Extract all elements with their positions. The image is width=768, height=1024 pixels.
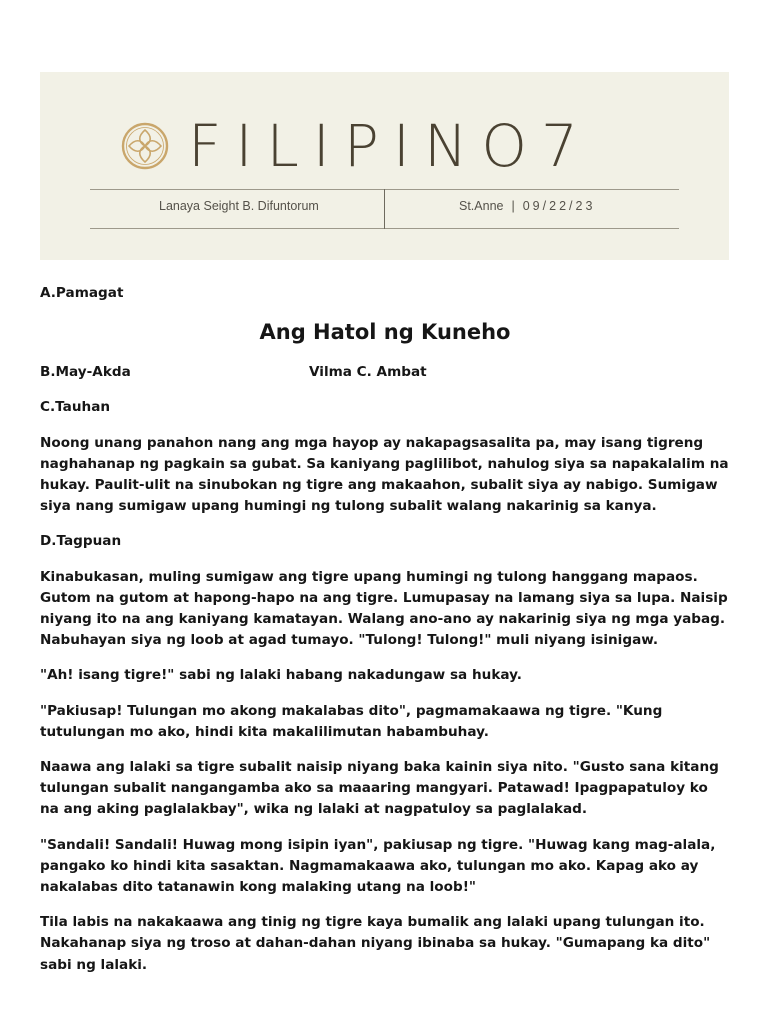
tauhan-label: C.Tauhan	[40, 399, 111, 416]
meta-separator: |	[511, 199, 515, 213]
paragraph: "Sandali! Sandali! Huwag mong isipin iyan", pakiusap ng tigre. "Huwag kang mag-alala, pangako ko hindi kita sasaktan. Nagmamakaawa ako, tulungan mo ako. Kapag ako ay nakalabas dito tatanawin kong malaking utang na loob!"	[40, 836, 716, 896]
paragraph: "Pakiusap! Tulungan mo akong makalabas dito", pagmamakaawa ng tigre. "Kung tutulungan mo ako, hindi kita makalilimutan habambuhay.	[40, 702, 663, 740]
header-divider	[384, 189, 385, 229]
paragraph: Noong unang panahon nang ang mga hayop ay nakapagsasalita pa, may isang tigreng naghahanap ng pagkain sa gubat. Sa kaniyang paglilibot, nahulog siya sa napakalalim na hukay. Paulit-ulit na sinubokan ng tigre ang makaahon, subalit siya ay nabigo. Sumigaw siya nang sumigaw upang humingi ng tulong subalit walang nakarinig sa kanya.	[40, 434, 729, 515]
paragraph: Tila labis na nakakaawa ang tinig ng tigre kaya bumalik ang lalaki upang tulungan ito. Nakahanap siya ng troso at dahan-dahan niyang ibinaba sa hukay. "Gumapang ka dito" sabi ng lalaki.	[40, 914, 711, 973]
section-date	[459, 199, 595, 213]
paragraph: Naawa ang lalaki sa tigre subalit naisip niyang baka kainin siya nito. "Gusto sana kitang tulungan subalit nangangamba ako sa maaaring mangyari. Patawad! Ipagpapatuloy ko na ang aking paglalakbay", wika ng lalaki at nagpatuloy sa paglalakad.	[40, 759, 719, 818]
paragraph: "Ah! isang tigre!" sabi ng lalaki habang nakadungaw sa hukay.	[40, 667, 522, 684]
may-akda-row	[40, 362, 730, 383]
flower-ring-logo	[118, 122, 172, 170]
section-name: St.Anne	[459, 199, 504, 213]
may-akda-label: B.May-Akda	[40, 364, 131, 381]
paragraph: Kinabukasan, muling sumigaw ang tigre upang humingi ng tulong hanggang mapaos. Gutom na gutom at hapong-hapo na ang tigre. Lumupasay na lamang siya sa lupa. Naisip niyang ito na ang kaniyang kamatayan. Walang ano-ano ay nakarinig siya ng mga yabag. Nabuhayan siya ng loob at agad tumayo. "Tulong! Tulong!" muli niyang isinigaw.	[40, 568, 728, 649]
page-title: FILIPINO7	[188, 112, 592, 180]
author-name: Lanaya Seight B. Difuntorum	[159, 199, 319, 213]
document-body	[40, 283, 730, 990]
tagpuan-label: D.Tagpuan	[40, 533, 122, 550]
pamagat-label: A.Pamagat	[40, 285, 124, 301]
may-akda-value: Vilma C. Ambat	[309, 364, 427, 381]
story-title: Ang Hatol ng Kuneho	[259, 320, 511, 345]
date: 09/22/23	[522, 199, 596, 213]
